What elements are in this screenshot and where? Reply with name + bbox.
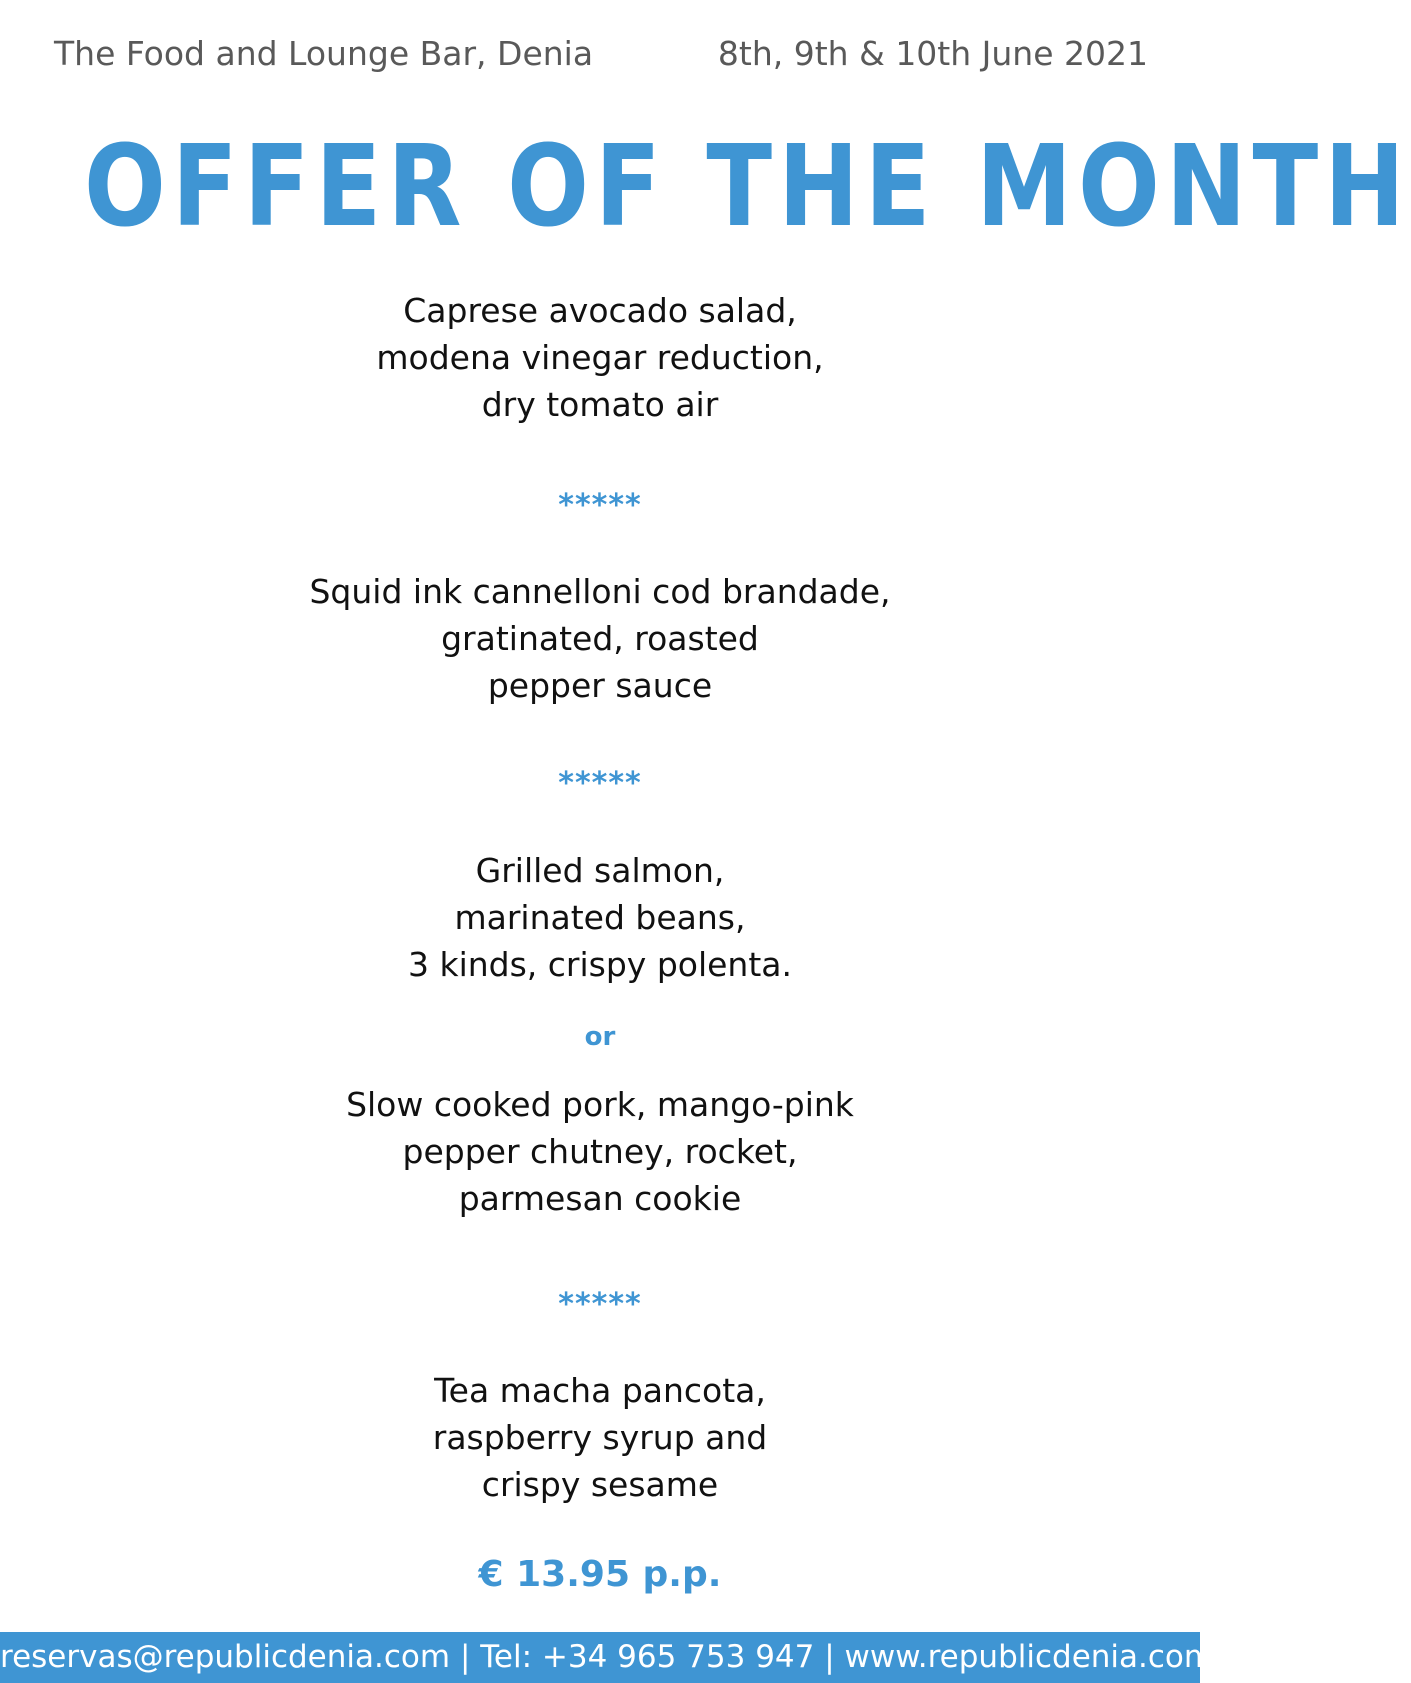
course-line: pepper chutney, rocket,	[402, 1132, 798, 1171]
page-title: OFFER OF THE MONTH	[84, 122, 1411, 252]
phone-number[interactable]: | Tel: +34 965 753 947	[459, 1639, 815, 1675]
starter-course	[0, 287, 1200, 428]
venue-name: The Food and Lounge Bar, Denia	[54, 34, 594, 73]
course-line: raspberry syrup and	[432, 1418, 768, 1457]
course-line: pepper sauce	[487, 666, 713, 705]
contact-footer	[0, 1632, 1215, 1683]
course-line: gratinated, roasted	[441, 619, 759, 658]
course-line: 3 kinds, crispy polenta.	[407, 945, 792, 984]
course-line: Caprese avocado salad,	[403, 291, 797, 330]
price: € 13.95 p.p.	[478, 1554, 722, 1595]
course-line: crispy sesame	[481, 1465, 719, 1504]
website-link[interactable]: | www.republicdenia.com	[824, 1639, 1215, 1675]
course-line: Tea macha pancota,	[434, 1371, 766, 1410]
course-separator: *****	[558, 766, 642, 801]
course-line: Squid ink cannelloni cod brandade,	[309, 572, 891, 611]
course-line: parmesan cookie	[458, 1179, 742, 1218]
course-line: Slow cooked pork, mango-pink	[346, 1085, 854, 1124]
course-line: Grilled salmon,	[475, 851, 725, 890]
course-separator: *****	[558, 488, 642, 523]
course-line: marinated beans,	[454, 898, 746, 937]
second-course	[0, 568, 1200, 709]
or-label: or	[584, 1022, 616, 1052]
course-line: dry tomato air	[481, 385, 719, 424]
main-course-option-1	[0, 847, 1200, 988]
email-link[interactable]: reservas@republicdenia.com	[0, 1639, 451, 1675]
main-course-option-2	[0, 1081, 1200, 1222]
offer-dates: 8th, 9th & 10th June 2021	[717, 34, 1148, 73]
course-line: modena vinegar reduction,	[376, 338, 824, 377]
dessert-course	[0, 1367, 1200, 1508]
course-separator: *****	[558, 1287, 642, 1322]
